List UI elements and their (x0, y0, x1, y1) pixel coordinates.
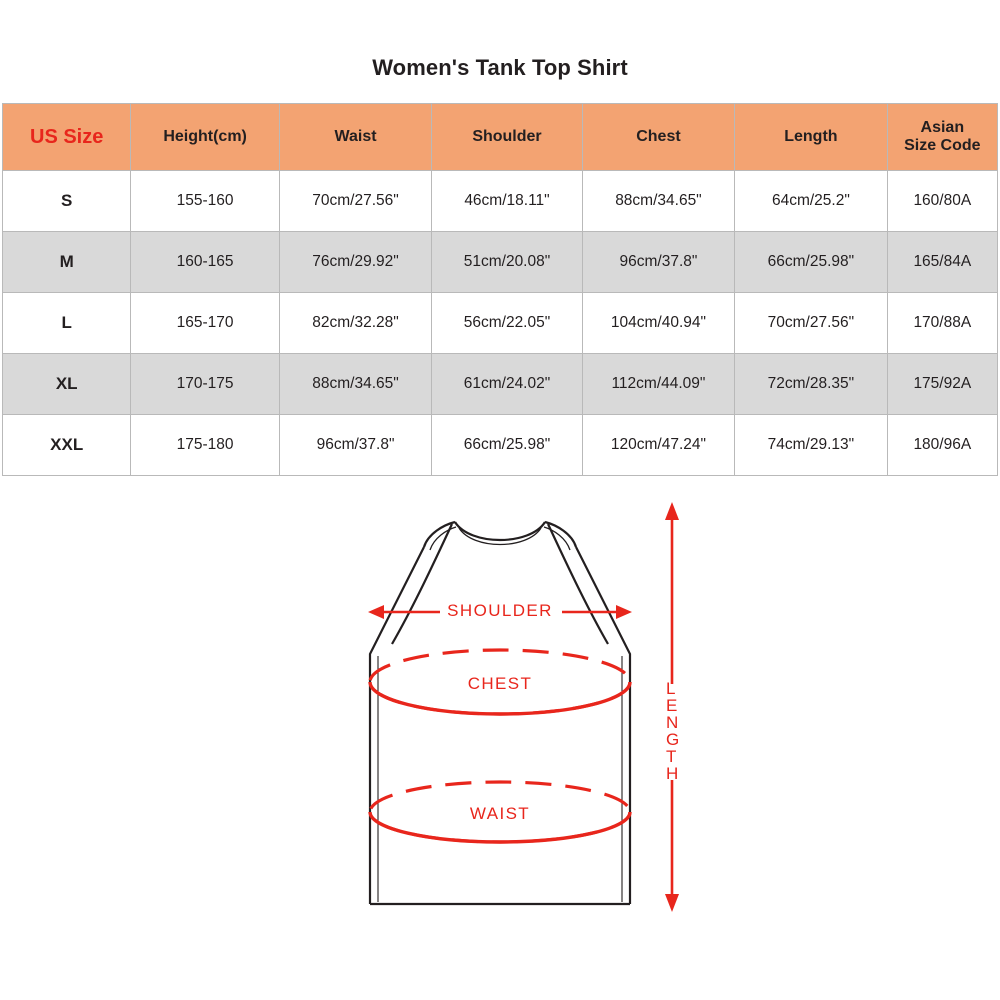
cell-length: 66cm/25.98" (735, 232, 887, 293)
length-label: L E N G T H (666, 679, 681, 783)
cell-waist: 96cm/37.8" (279, 415, 431, 476)
waist-label: WAIST (469, 804, 531, 823)
table-row (3, 354, 998, 415)
cell-shoulder: 51cm/20.08" (432, 232, 582, 293)
cell-height: 160-165 (131, 232, 279, 293)
asian-size-code-line1: Asian (920, 118, 965, 136)
cell-size: XL (3, 354, 131, 415)
asian-size-code-line2: Size Code (904, 137, 981, 154)
size-chart-table-wrapper (0, 103, 1000, 476)
cell-height: 155-160 (131, 171, 279, 232)
cell-height: 170-175 (131, 354, 279, 415)
column-header-height: Height(cm) (131, 104, 279, 171)
table-row (3, 232, 998, 293)
cell-height: 165-170 (131, 293, 279, 354)
cell-waist: 70cm/27.56" (279, 171, 431, 232)
cell-waist: 88cm/34.65" (279, 354, 431, 415)
cell-asian-size-code: 165/84A (887, 232, 997, 293)
table-row (3, 171, 998, 232)
cell-waist: 82cm/32.28" (279, 293, 431, 354)
page-title: Women's Tank Top Shirt (372, 55, 628, 80)
table-row (3, 415, 998, 476)
cell-size: L (3, 293, 131, 354)
cell-asian-size-code: 175/92A (887, 354, 997, 415)
cell-shoulder: 66cm/25.98" (432, 415, 582, 476)
chest-label: CHEST (467, 674, 533, 693)
cell-shoulder: 61cm/24.02" (432, 354, 582, 415)
cell-asian-size-code: 170/88A (887, 293, 997, 354)
cell-size: XXL (3, 415, 131, 476)
size-chart-table (2, 103, 998, 476)
measurement-diagram (0, 494, 1000, 974)
cell-waist: 76cm/29.92" (279, 232, 431, 293)
column-header-waist: Waist (279, 104, 431, 171)
cell-length: 72cm/28.35" (735, 354, 887, 415)
cell-shoulder: 46cm/18.11" (432, 171, 582, 232)
cell-height: 175-180 (131, 415, 279, 476)
column-header-us-size: US Size (3, 104, 131, 171)
cell-size: S (3, 171, 131, 232)
cell-length: 64cm/25.2" (735, 171, 887, 232)
table-header (3, 104, 998, 171)
shoulder-label: SHOULDER (447, 601, 553, 620)
table-header-row (3, 104, 998, 171)
cell-asian-size-code: 180/96A (887, 415, 997, 476)
column-header-asian-size-code (887, 104, 997, 171)
column-header-shoulder: Shoulder (432, 104, 582, 171)
cell-chest: 88cm/34.65" (582, 171, 734, 232)
cell-chest: 104cm/40.94" (582, 293, 734, 354)
column-header-length: Length (735, 104, 887, 171)
column-header-chest: Chest (582, 104, 734, 171)
cell-chest: 120cm/47.24" (582, 415, 734, 476)
cell-shoulder: 56cm/22.05" (432, 293, 582, 354)
table-row (3, 293, 998, 354)
cell-length: 74cm/29.13" (735, 415, 887, 476)
cell-chest: 112cm/44.09" (582, 354, 734, 415)
cell-chest: 96cm/37.8" (582, 232, 734, 293)
cell-length: 70cm/27.56" (735, 293, 887, 354)
cell-asian-size-code: 160/80A (887, 171, 997, 232)
cell-size: M (3, 232, 131, 293)
table-body (3, 171, 998, 476)
